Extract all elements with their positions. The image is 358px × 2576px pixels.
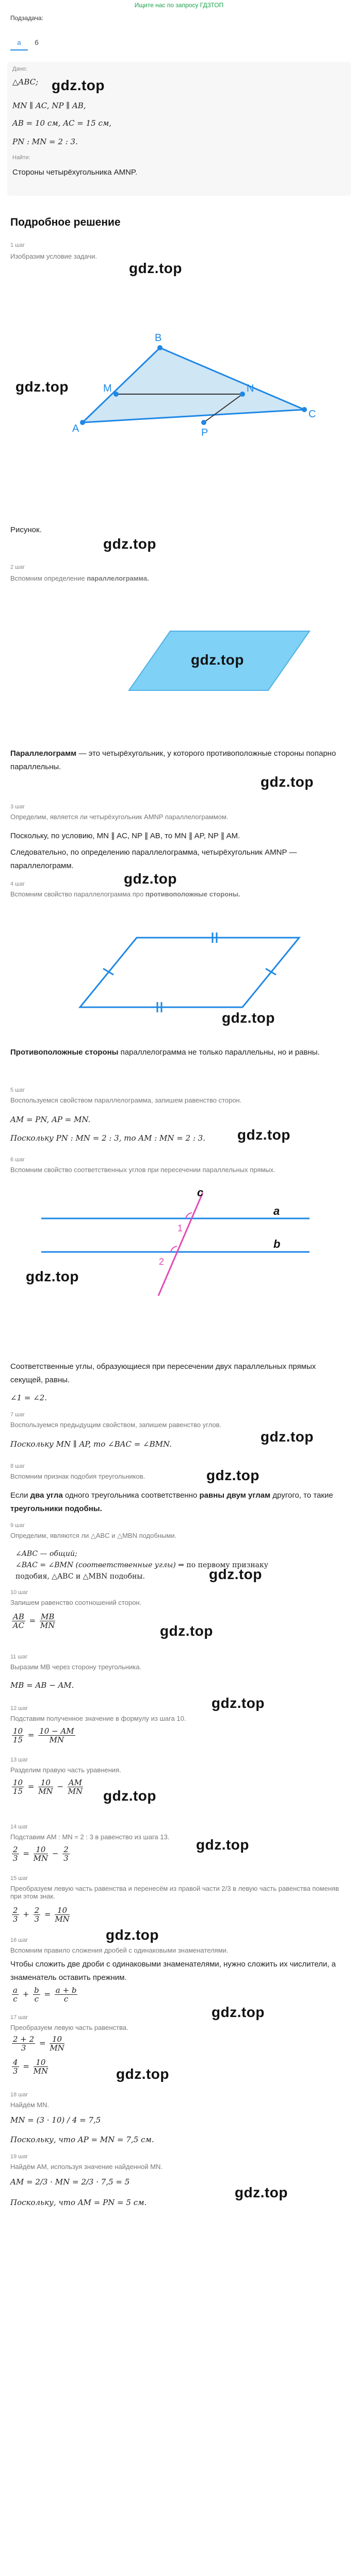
step-caption: Вспомним правило сложения дробей с одинаковыми знаменателями. bbox=[10, 1946, 229, 1954]
step-caption: Запишем равенство соотношений сторон. bbox=[10, 1599, 142, 1606]
step-label: 1 шаг bbox=[10, 242, 25, 248]
step-label: 3 шаг bbox=[10, 804, 25, 810]
step-caption: Преобразуем левую часть равенства. bbox=[10, 2024, 128, 2031]
equation: $\frac{AB}{AC}$ = $\frac{MB}{MN}$ bbox=[12, 1612, 55, 1630]
step-label: 2 шаг bbox=[10, 564, 25, 570]
step-text: MB = AB − AM. bbox=[10, 1681, 74, 1690]
solution-title: Подробное решение bbox=[10, 216, 121, 228]
step-caption: Вспомним свойство параллелограмма про противоположные стороны. bbox=[10, 890, 240, 898]
equation: $\frac{a}{c}$ + $\frac{b}{c}$ = $\frac{a + b}{c}$ bbox=[13, 1986, 77, 2004]
svg-text:A: A bbox=[72, 423, 79, 434]
watermark: gdz.top bbox=[124, 871, 177, 887]
step-label: 7 шаг bbox=[10, 1412, 25, 1418]
watermark: gdz.top bbox=[261, 1429, 314, 1445]
step-label: 18 шаг bbox=[10, 2092, 28, 2098]
angle-2-label: 2 bbox=[159, 1257, 165, 1267]
tab-a[interactable]: а bbox=[10, 36, 28, 50]
definition-text: Параллелограмм — это четырёхугольник, у которого противоположные стороны попарно параллельны. bbox=[10, 749, 336, 771]
watermark: gdz.top bbox=[103, 536, 157, 552]
step-text: Поскольку, по условию, MN ∥ AC, NP ∥ AB, то MN ∥ AP, NP ∥ AM. bbox=[10, 832, 240, 840]
watermark: gdz.top bbox=[103, 1788, 157, 1804]
step-caption: Воспользуемся свойством параллелограмма, запишем равенство сторон. bbox=[10, 1096, 242, 1104]
step-text: Соответственные углы, образующиеся при пересечении двух параллельных прямых секущей, равны. bbox=[10, 1362, 316, 1384]
equation: $\frac{2}{3}$ + $\frac{2}{3}$ = $\frac{10}{MN}$ bbox=[13, 1906, 70, 1924]
subtasks-label: Подзадача: bbox=[10, 14, 43, 22]
watermark: gdz.top bbox=[222, 1010, 275, 1026]
step-label: 8 шаг bbox=[10, 1463, 25, 1469]
equation: $\frac{2 + 2}{3}$ = $\frac{10}{MN}$ bbox=[13, 2035, 64, 2053]
step-label: 14 шаг bbox=[10, 1824, 28, 1830]
step-caption: Разделим правую часть уравнения. bbox=[10, 1766, 121, 1774]
step-label: 9 шаг bbox=[10, 1522, 25, 1529]
step-caption: Выразим MB через сторону треугольника. bbox=[10, 1663, 142, 1671]
svg-text:M: M bbox=[103, 383, 112, 394]
watermark: gdz.top bbox=[129, 260, 183, 276]
line-b-label: b bbox=[273, 1238, 281, 1250]
angle-1-label: 1 bbox=[177, 1223, 183, 1233]
watermark: gdz.top bbox=[106, 1927, 159, 1943]
find-label: Найти: bbox=[12, 155, 30, 161]
step-caption: Найдём AM, используя значение найденной MN. bbox=[10, 2163, 163, 2171]
step-text: AM = PN, AP = MN. bbox=[10, 1115, 91, 1124]
banner-text[interactable]: Ищите нас по запросу ГДЗТОП bbox=[134, 2, 224, 9]
step-caption: Воспользуемся предыдущим свойством, запишем равенство углов. bbox=[10, 1421, 222, 1429]
parallelogram-figure bbox=[0, 587, 358, 726]
step-label: 10 шаг bbox=[10, 1589, 28, 1596]
watermark: gdz.top bbox=[261, 774, 314, 790]
equation: $\frac{10}{15}$ = $\frac{10 - AM}{MN}$ bbox=[13, 1726, 74, 1744]
step-label: 17 шаг bbox=[10, 2014, 28, 2021]
step-caption: Подставим AM : MN = 2 : 3 в равенство из шага 13. bbox=[10, 1833, 170, 1841]
watermark: gdz.top bbox=[211, 2004, 265, 2020]
line-a-label: a bbox=[273, 1205, 280, 1217]
step-caption: Определим, являются ли △ABC и △MBN подобными. bbox=[10, 1532, 177, 1539]
step-label: 6 шаг bbox=[10, 1157, 25, 1163]
equation: MN = (3 · 10) / 4 = 7,5 bbox=[10, 2115, 101, 2125]
step-caption: Преобразуем левую часть равенства и перенесём из правой части 2/3 в левую часть равенства поменяв при этом знак. bbox=[10, 1885, 339, 1900]
step-text: Чтобы сложить две дроби с одинаковыми знаменателями, нужно сложить их числители, а знаменатель оставить прежним. bbox=[10, 1960, 336, 1982]
watermark: gdz.top bbox=[196, 1837, 250, 1853]
step-caption: Вспомним определение параллелограмма. bbox=[10, 574, 149, 582]
watermark: gdz.top bbox=[26, 1268, 79, 1284]
line-c-label: c bbox=[197, 1186, 204, 1199]
step-label: 13 шаг bbox=[10, 1757, 28, 1763]
watermark: gdz.top bbox=[191, 652, 245, 668]
step-text: Если два угла одного треугольника соответственно равны двум углам другого, то такие треугольники подобны. bbox=[10, 1491, 333, 1513]
svg-text:C: C bbox=[308, 409, 316, 420]
step-label: 16 шаг bbox=[10, 1937, 28, 1943]
step-label: 4 шаг bbox=[10, 881, 25, 887]
tab-b[interactable]: б bbox=[35, 39, 39, 46]
watermark: gdz.top bbox=[160, 1623, 214, 1639]
equation: AM = 2/3 · MN = 2/3 · 7,5 = 5 bbox=[10, 2177, 130, 2187]
watermark: gdz.top bbox=[52, 77, 105, 93]
step-label: 11 шаг bbox=[10, 1654, 28, 1660]
subtask-tabs bbox=[10, 36, 45, 50]
step-caption: Вспомним признак подобия треугольников. bbox=[10, 1472, 145, 1480]
given-line: PN : MN = 2 : 3. bbox=[12, 137, 78, 146]
given-line: MN ∥ AC, NP ∥ AB, bbox=[12, 101, 86, 110]
step-text: Следовательно, по определению параллелограмма, четырёхугольник AMNP — параллелограмм. bbox=[10, 848, 297, 870]
given-line: △ABC; bbox=[12, 77, 39, 87]
equation: $\frac{2}{3}$ = $\frac{10}{MN}$ − $\frac{2}{3}$ bbox=[13, 1845, 69, 1863]
step-caption: Изобразим условие задачи. bbox=[10, 252, 97, 260]
step-text: Поскольку, что AP = MN = 7,5 см. bbox=[10, 2135, 154, 2144]
equation: $\frac{10}{15}$ = $\frac{10}{MN}$ − $\frac{AM}{MN}$ bbox=[13, 1778, 83, 1796]
search-banner[interactable] bbox=[0, 0, 358, 10]
equation: $\frac{4}{3}$ = $\frac{10}{MN}$ bbox=[13, 2058, 48, 2076]
figure-label: Рисунок. bbox=[10, 526, 42, 534]
step-text: ∠1 = ∠2. bbox=[10, 1393, 47, 1402]
step-label: 5 шаг bbox=[10, 1087, 25, 1093]
step-caption: Подставим полученное значение в формулу из шага 10. bbox=[10, 1715, 186, 1722]
svg-text:P: P bbox=[201, 427, 208, 438]
watermark: gdz.top bbox=[116, 2066, 170, 2082]
step-text: Поскольку, что AM = PN = 5 см. bbox=[10, 2198, 147, 2207]
given-line: AB = 10 см, AC = 15 см, bbox=[12, 118, 112, 128]
step-label: 12 шаг bbox=[10, 1705, 28, 1711]
step-text: Поскольку PN : MN = 2 : 3, то AM : MN = 2 : 3. bbox=[10, 1133, 206, 1143]
step-text: ∠ABC — общий; ∠BAC = ∠BMN (соответственные углы) ⇒ по первому признаку подобия, △ABC и △MBN подобны. bbox=[15, 1550, 269, 1581]
watermark: gdz.top bbox=[15, 379, 69, 395]
watermark: gdz.top bbox=[209, 1566, 263, 1582]
svg-text:N: N bbox=[247, 383, 254, 394]
step-text: Поскольку MN ∥ AP, то ∠BAC = ∠BMN. bbox=[10, 1439, 172, 1449]
step-caption: Определим, является ли четырёхугольник AMNP параллелограммом. bbox=[10, 813, 229, 821]
parallelogram-sides-figure bbox=[0, 907, 358, 1030]
watermark: gdz.top bbox=[235, 2184, 288, 2200]
watermark: gdz.top bbox=[237, 1127, 291, 1143]
watermark: gdz.top bbox=[211, 1695, 265, 1711]
given-label: Дано: bbox=[12, 66, 27, 72]
watermark: gdz.top bbox=[206, 1467, 260, 1483]
step-caption: Найдём MN. bbox=[10, 2101, 50, 2109]
step-label: 19 шаг bbox=[10, 2154, 28, 2160]
find-text: Стороны четырёхугольника AMNP. bbox=[12, 168, 138, 177]
svg-text:B: B bbox=[155, 332, 162, 344]
property-text: Противоположные стороны параллелограмма не только параллельны, но и равны. bbox=[10, 1048, 320, 1057]
parallel-lines-figure bbox=[0, 1185, 358, 1319]
step-caption: Вспомним свойство соответственных углов при пересечении параллельных прямых. bbox=[10, 1166, 275, 1174]
step-label: 15 шаг bbox=[10, 1875, 28, 1882]
triangle-figure bbox=[0, 289, 358, 474]
